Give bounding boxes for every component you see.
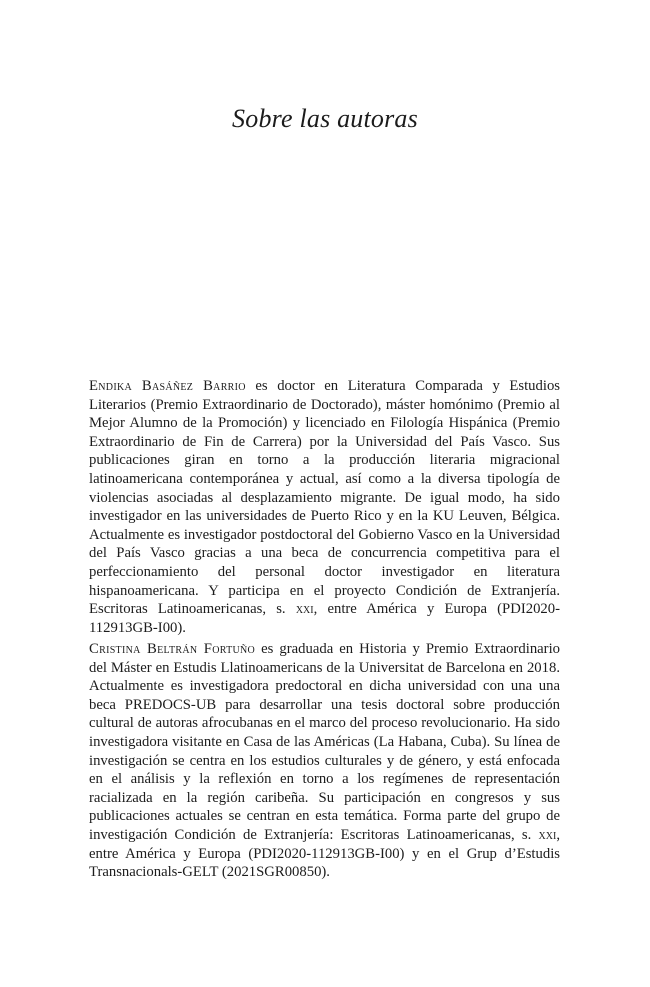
author-bio-text-end: , entre América y Europa (PDI2020-112913GB-I00). xyxy=(89,601,560,636)
author-bio-text: es graduada en Historia y Premio Extraordinario del Máster en Estudis Llatinoamericans de la Universitat de Barcelona en 2018. Actualmente es investigadora predoctoral en dicha universidad con una una beca PREDOCS-UB para desarrollar una tesis doctoral sobre producción cultural de autoras afrocubanas en el marco del proceso revolucionario. Ha sido investigadora visitante en Casa de las Américas (La Habana, Cuba). Su línea de investigación se centra en los estudios culturales y de género, y está enfocada en el análisis y la reflexión en torno a los regímenes de representación racializada en la región caribeña. Su participación en congresos y sus publicaciones actuales se centran en esta temática. Forma parte del grupo de investigación Condición de Extranjería: Escritoras Latinoamericanas, s. xyxy=(89,641,560,843)
century-numeral: xxi xyxy=(295,601,314,618)
author-bio-text-end: , entre América y Europa (PDI2020-112913GB-I00) y en el Grup d’Estudis Transnacionals-GELT (2021SGR00850). xyxy=(89,826,560,881)
author-name: Cristina Beltrán Fortuño xyxy=(89,641,256,657)
author-bio-text: es doctor en Literatura Comparada y Estudios Literarios (Premio Extraordinario de Doctorado), máster homónimo (Premio al Mejor Alumno de la Promoción) y licenciado en Filología Hispánica (Premio Extraordinario de Fin de Carrera) por la Universidad del País Vasco. Sus publicaciones giran en torno a la producción literaria migracional latinoamericana contemporánea y actual, así como a la diversa tipología de violencias asociadas al desplazamiento migrante. De igual modo, ha sido investigador en las universidades de Puerto Rico y en la KU Leuven, Bélgica. Actualmente es investigador postdoctoral del Gobierno Vasco en la Universidad del País Vasco gracias a una beca de concurrencia competitiva para el perfeccionamiento del personal doctor investigador en literatura hispanoamericana. Y participa en el proyecto Condición de Extranjería. Escritoras Latinoamericanas, s. xyxy=(89,378,560,618)
author-bio-basanez xyxy=(89,377,560,637)
author-bio-beltran xyxy=(89,640,560,882)
author-name: Endika Basáñez Barrio xyxy=(89,378,246,394)
page-title: Sobre las autoras xyxy=(232,104,418,133)
century-numeral: xxi xyxy=(538,826,557,843)
